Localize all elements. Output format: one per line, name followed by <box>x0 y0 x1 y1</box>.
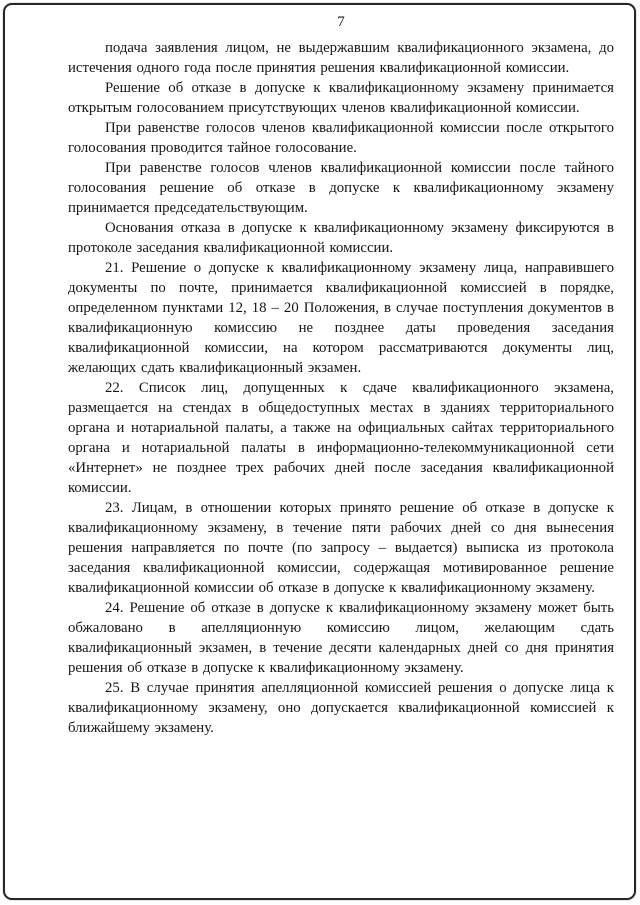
paragraph-item-21: 21. Решение о допуске к квалификационному экзамену лица, направившего документы по почте, принимается квалификационной комиссией в порядке, определенном пунктами 12, 18 – 20 Положения, в случае поступления документов в квалификационную комиссию не позднее даты проведения заседания квалификационной комиссии, на котором рассматриваются документы лиц, желающих сдать квалификационный экзамен. <box>68 260 614 376</box>
document-page <box>3 3 636 900</box>
document-body <box>68 38 614 738</box>
paragraph-item-22: 22. Список лиц, допущенных к сдаче квалификационного экзамена, размещается на стендах в общедоступных местах в зданиях территориального органа и нотариальной палаты, а также на официальных сайтах территориального органа и нотариальной палаты в информационно-телекоммуникационной сети «Интернет» не позднее трех рабочих дней после заседания квалификационной комиссии. <box>68 380 614 496</box>
paragraph-admission-refusal-intro: подача заявления лицом, не выдержавшим квалификационного экзамена, до истечения одного года после принятия решения квалификационной комиссии. <box>68 40 614 76</box>
paragraph-tie-open-vote: При равенстве голосов членов квалификационной комиссии после открытого голосования проводится тайное голосование. <box>68 120 614 156</box>
page-content <box>5 5 634 738</box>
paragraph-item-25: 25. В случае принятия апелляционной комиссией решения о допуске лица к квалификационному экзамену, оно допускается квалификационной комиссией к ближайшему экзамену. <box>68 680 614 736</box>
page-number: 7 <box>337 14 345 30</box>
paragraph-item-24: 24. Решение об отказе в допуске к квалификационному экзамену может быть обжаловано в апелляционную комиссию лицом, желающим сдать квалификационный экзамен, в течение десяти календарных дней со дня принятия решения об отказе в допуске к квалификационному экзамену. <box>68 600 614 676</box>
paragraph-refusal-grounds: Основания отказа в допуске к квалификационному экзамену фиксируются в протоколе заседания квалификационной комиссии. <box>68 220 614 256</box>
paragraph-tie-secret-vote: При равенстве голосов членов квалификационной комиссии после тайного голосования решение об отказе в допуске к квалификационному экзамену принимается председательствующим. <box>68 160 614 216</box>
paragraph-item-23: 23. Лицам, в отношении которых принято решение об отказе в допуске к квалификационному экзамену, в течение пяти рабочих дней со дня вынесения решения направляется по почте (по запросу – выдается) выписка из протокола заседания квалификационной комиссии, содержащая мотивированное решение квалификационной комиссии об отказе в допуске к квалификационному экзамену. <box>68 500 614 596</box>
paragraph-open-vote: Решение об отказе в допуске к квалификационному экзамену принимается открытым голосованием присутствующих членов квалификационной комиссии. <box>68 80 614 116</box>
